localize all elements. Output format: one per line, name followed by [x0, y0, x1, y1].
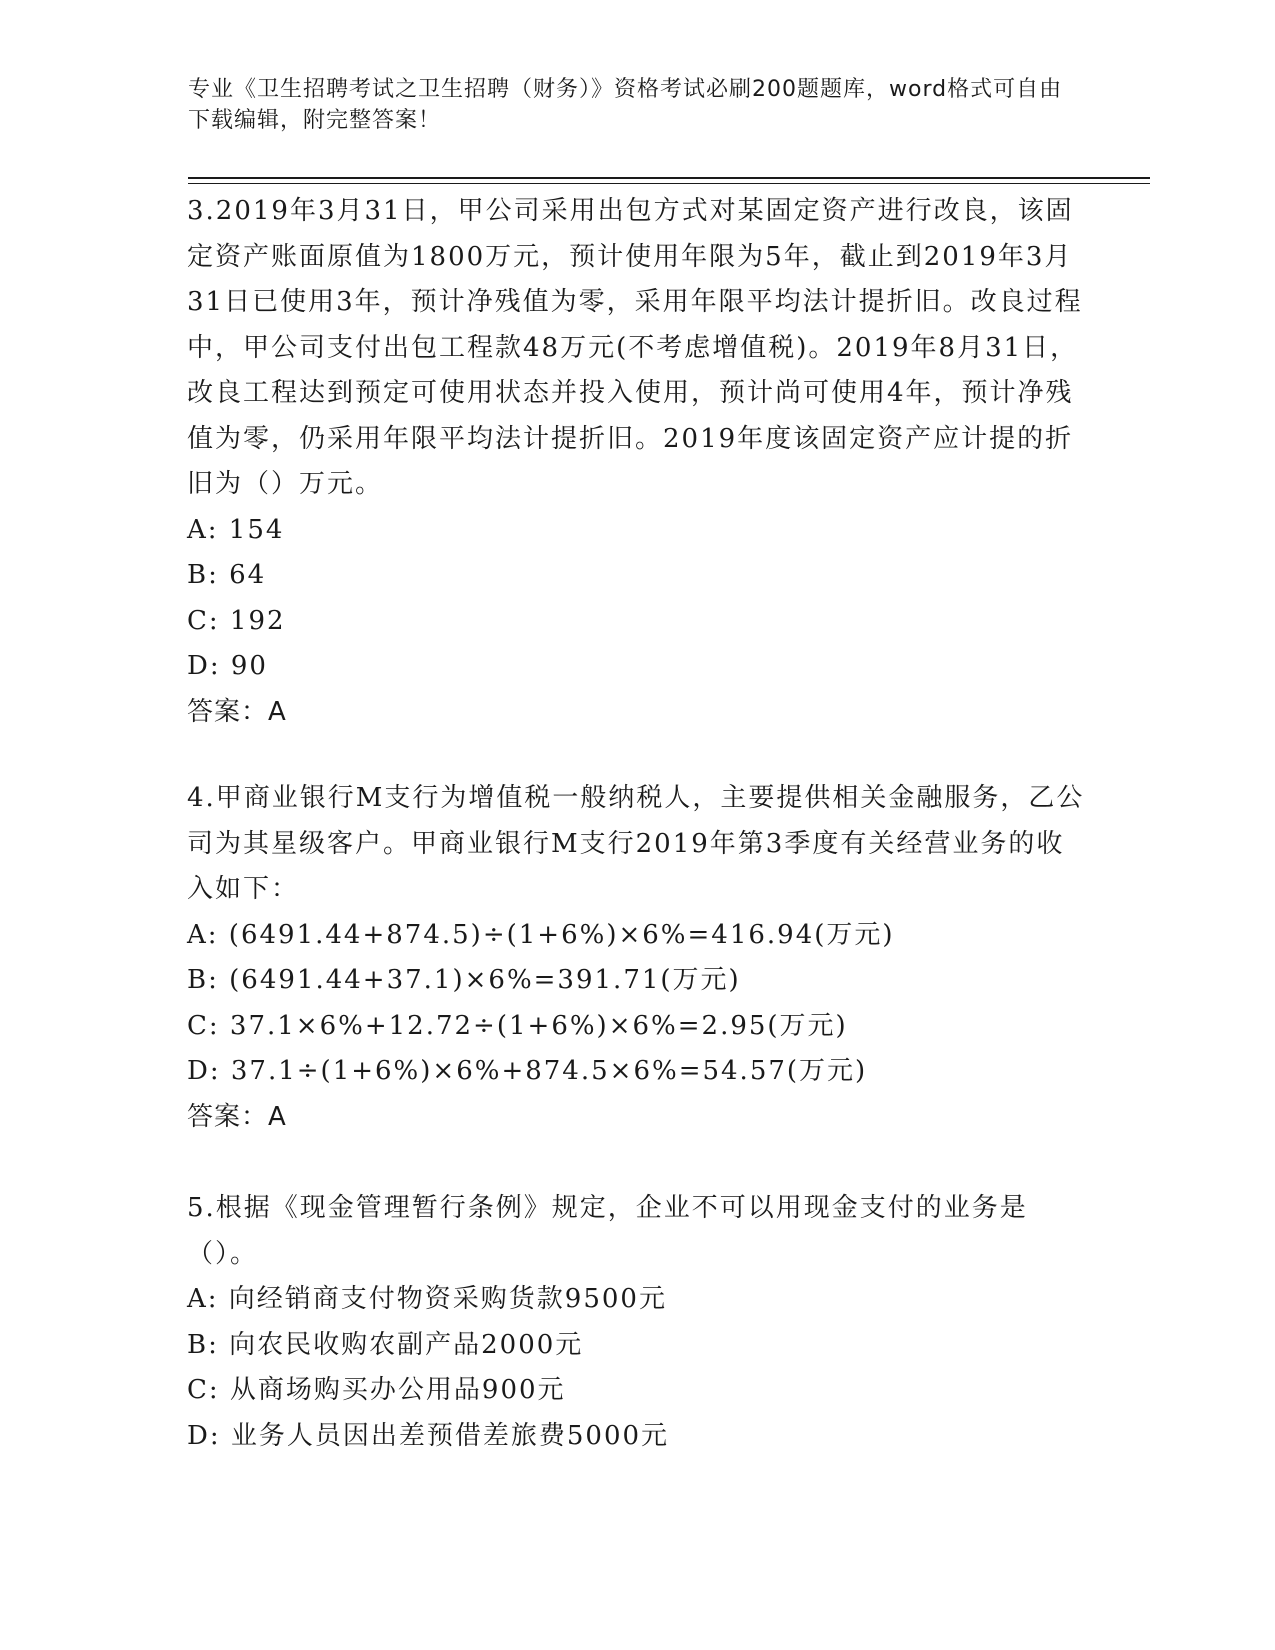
option-d: D: 90 — [187, 651, 268, 681]
option-d: D: 业务人员因出差预借差旅费5000元 — [187, 1420, 670, 1451]
answer: 答案：A — [187, 1101, 287, 1132]
option-c: C: 从商场购买办公用品900元 — [187, 1375, 566, 1405]
option-b: B: (6491.44+37.1)×6%=391.71(万元) — [187, 965, 741, 995]
option-c: C: 37.1×6%+12.72÷(1+6%)×6%=2.95(万元) — [187, 1010, 848, 1041]
question-text: 5.根据《现金管理暂行条例》规定，企业不可以用现金支付的业务是（）。 — [187, 1193, 1028, 1269]
option-d: D: 37.1÷(1+6%)×6%+874.5×6%=54.57(万元) — [187, 1056, 868, 1086]
header-rule-thick — [188, 177, 1150, 179]
page-header-title: 专业《卫生招聘考试之卫生招聘（财务）》资格考试必刷200题题库，word格式可自由下载编辑，附完整答案！ — [188, 77, 1063, 133]
option-b: B: 向农民收购农副产品2000元 — [187, 1329, 584, 1360]
question-text: 3.2019年3月31日，甲公司采用出包方式对某固定资产进行改良，该固定资产账面原值为1800万元，预计使用年限为5年，截止到2019年3月31日已使用3年，预计净残值为零，采用年限平均法计提折旧。改良过程中，甲公司支付出包工程款48万元(不考虑增值税)。2019年8月31日，改良工程达到预定可使用状态并投入使用，预计尚可使用4年，预计净残值为零，仍采用年限平均法计提折旧。2019年度该固定资产应计提的折旧为（）万元。 — [187, 196, 1083, 499]
option-a: A: 154 — [187, 514, 285, 545]
question-text: 4.甲商业银行M支行为增值税一般纳税人，主要提供相关金融服务，乙公司为其星级客户。甲商业银行M支行2019年第3季度有关经营业务的收入如下： — [187, 783, 1085, 904]
question-4 — [187, 776, 1087, 1140]
answer: 答案：A — [187, 696, 287, 727]
option-b: B: 64 — [187, 560, 267, 590]
question-3 — [187, 189, 1087, 735]
question-5 — [187, 1186, 1087, 1459]
header-rule-thin — [188, 183, 1150, 184]
option-c: C: 192 — [187, 605, 286, 636]
option-a: A: (6491.44+874.5)÷(1+6%)×6%=416.94(万元) — [187, 919, 895, 950]
option-a: A: 向经销商支付物资采购货款9500元 — [187, 1284, 667, 1314]
